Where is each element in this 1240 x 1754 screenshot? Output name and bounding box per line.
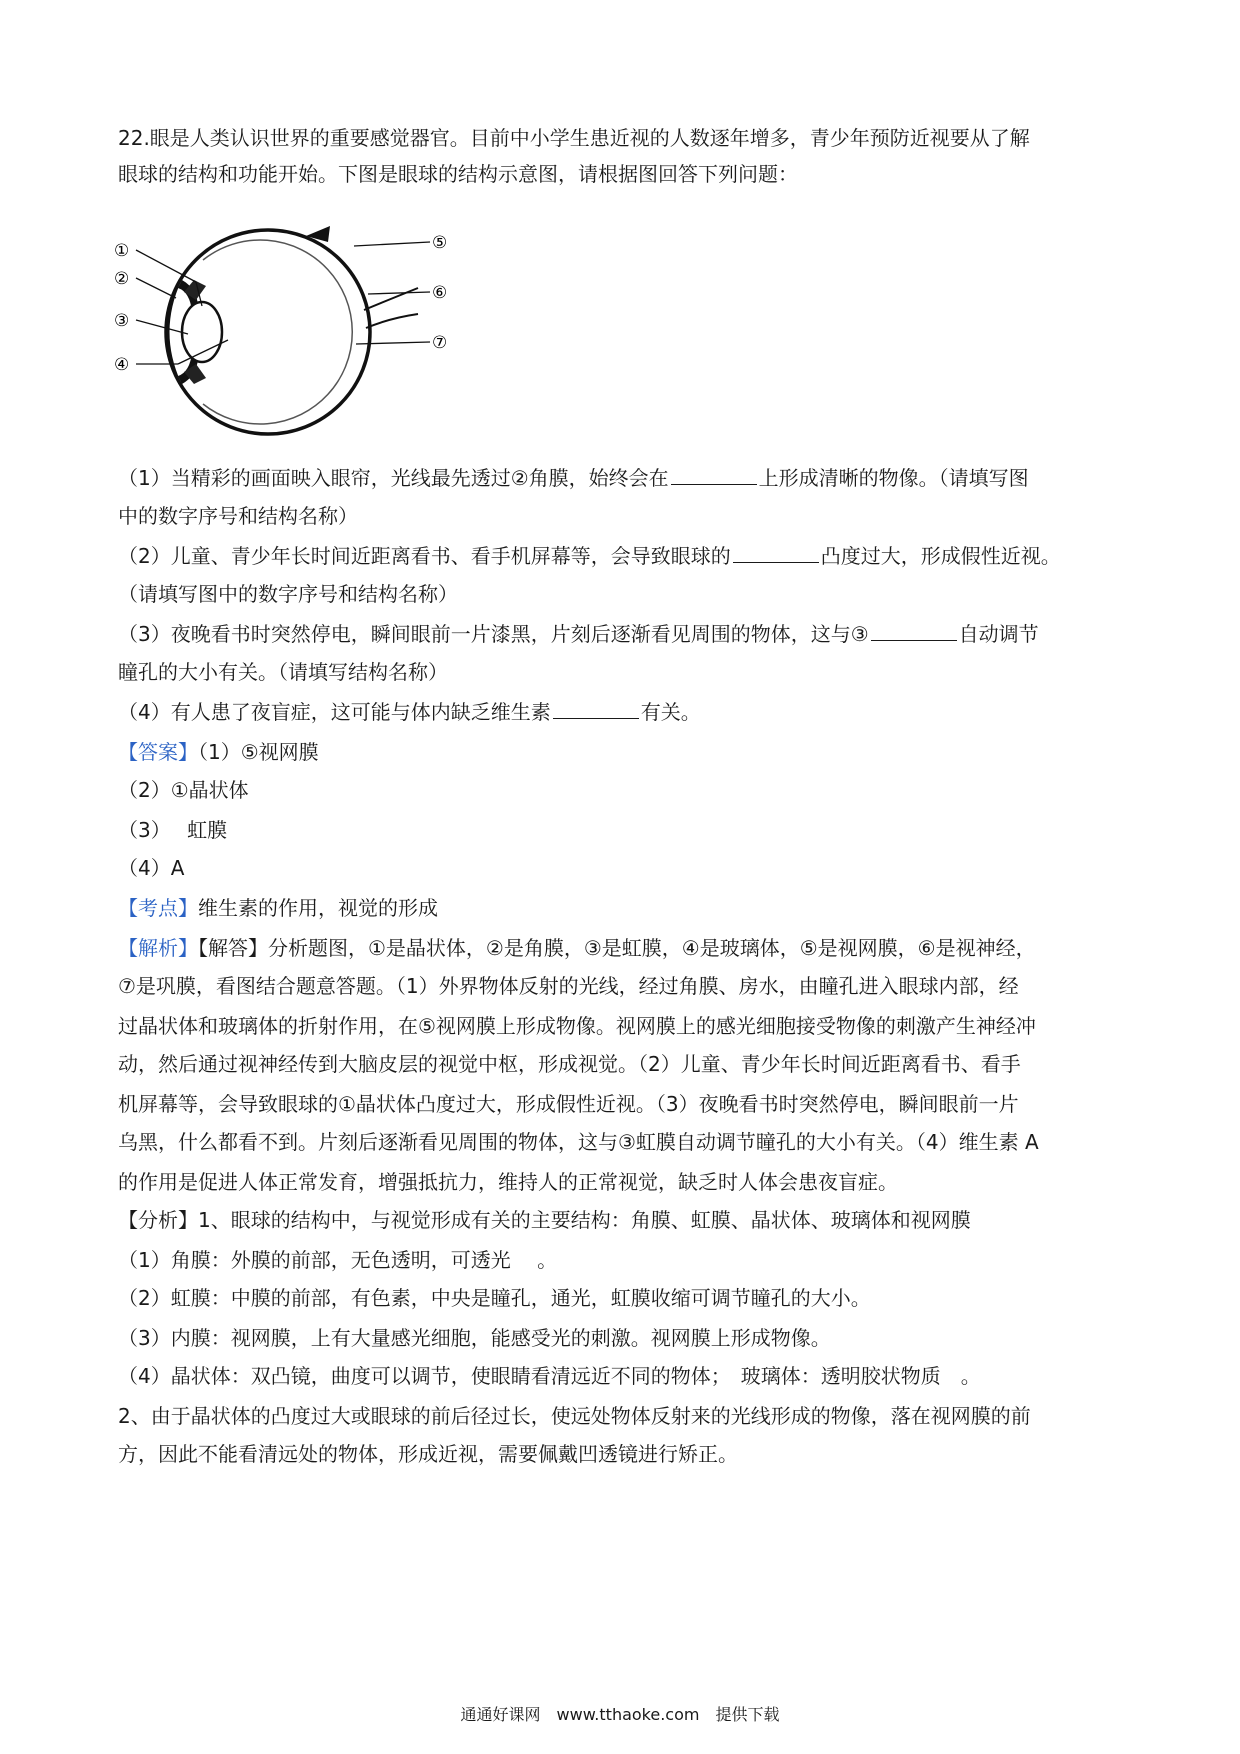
fenxi-line-3: （2）虹膜：中膜的前部，有色素，中央是瞳孔，通光，虹膜收缩可调节瞳孔的大小。 [118,1286,871,1310]
leader-line-3 [136,320,188,334]
question-line-1: 22.眼是人类认识世界的重要感觉器官。目前中小学生患近视的人数逐年增多，青少年预防近视要从了解 [118,126,1030,150]
ciliary-upper-shape [184,280,206,300]
q2-text-a: （2）儿童、青少年长时间近距离看书、看手机屏幕等，会导致眼球的 [118,544,731,568]
answer-4: （4）A [118,856,185,880]
kaodian-line [118,896,438,920]
q2-line-2: （请填写图中的数字序号和结构名称） [118,582,458,606]
leader-line-1 [136,250,196,282]
jiexi-line-1 [118,936,1036,960]
q2-line-1 [118,544,1061,568]
jiexi-line-2: ⑦是巩膜，看图结合题意答题。（1）外界物体反射的光线，经过角膜、房水，由瞳孔进入眼球内部，经 [118,974,1019,998]
jiexi-line-6: 乌黑，什么都看不到。片刻后逐渐看见周围的物体，这与③虹膜自动调节瞳孔的大小有关。（4）维生素 A [118,1130,1039,1154]
jiexi-tag: 【解析】 [118,936,198,960]
fenxi-line-4: （3）内膜：视网膜，上有大量感光细胞，能感受光的刺激。视网膜上形成物像。 [118,1326,831,1350]
leader-line-7 [356,342,430,344]
optic-nerve-upper [364,288,418,310]
q4-line [118,700,701,724]
answer-line-1 [118,740,319,764]
fenxi-line-5: （4）晶状体：双凸镜，曲度可以调节，使眼睛看清远近不同的物体； 玻璃体：透明胶状物质 。 [118,1364,981,1388]
diagram-label-6: ⑥ [432,283,448,303]
retina-outline [203,240,352,424]
q1-line-2: 中的数字序号和结构名称） [118,504,358,528]
fenxi-line-7: 方，因此不能看清远处的物体，形成近视，需要佩戴凹透镜进行矫正。 [118,1442,738,1466]
diagram-label-4: ④ [114,355,130,375]
question-line-2: 眼球的结构和功能开始。下图是眼球的结构示意图，请根据图回答下列问题： [118,162,798,186]
eyeball-structure-diagram [114,222,518,442]
leader-line-6 [368,292,430,294]
diagram-label-1: ① [114,241,130,261]
kaodian-text: 维生素的作用，视觉的形成 [198,896,438,920]
jiexi-line-7: 的作用是促进人体正常发育，增强抵抗力，维持人的正常视觉，缺乏时人体会患夜盲症。 [118,1170,898,1194]
jiexi-line-4: 动，然后通过视神经传到大脑皮层的视觉中枢，形成视觉。（2）儿童、青少年长时间近距离看书、看手 [118,1052,1021,1076]
q3-line-1 [118,622,1039,646]
q2-blank[interactable] [733,544,819,563]
fenxi-line-2: （1）角膜：外膜的前部，无色透明，可透光 。 [118,1248,558,1272]
q3-blank[interactable] [871,622,957,641]
optic-nerve-lower [366,314,418,328]
q1-text-b: 上形成清晰的物像。（请填写图 [758,466,1029,490]
q3-text-a: （3）夜晚看书时突然停电，瞬间眼前一片漆黑，片刻后逐渐看见周围的物体，这与③ [118,622,869,646]
q4-blank[interactable] [553,700,639,719]
jiexi-line-3: 过晶状体和玻璃体的折射作用，在⑤视网膜上形成物像。视网膜上的感光细胞接受物像的刺激产生神经冲 [118,1014,1036,1038]
q1-blank[interactable] [671,466,757,485]
ciliary-lower-shape [184,364,206,384]
answer-3: （3） 虹膜 [118,818,228,842]
leader-line-2 [136,278,176,298]
jiexi-line-5: 机屏幕等，会导致眼球的①晶状体凸度过大，形成假性近视。（3）夜晚看书时突然停电，瞬间眼前一片 [118,1092,1019,1116]
diagram-label-5: ⑤ [432,233,448,253]
q1-line-1 [118,466,1029,490]
leader-line-5 [354,242,430,246]
fenxi-line-6: 2、由于晶状体的凸度过大或眼球的前后径过长，使远处物体反射来的光线形成的物像，落在视网膜的前 [118,1404,1031,1428]
q2-text-b: 凸度过大，形成假性近视。 [820,544,1061,568]
answer-tag: 【答案】 [118,740,198,764]
kaodian-tag: 【考点】 [118,896,198,920]
q3-text-b: 自动调节 [958,622,1039,646]
q4-text-b: 有关。 [640,700,701,724]
answer-2: （2）①晶状体 [118,778,249,802]
q1-text-a: （1）当精彩的画面映入眼帘，光线最先透过②角膜，始终会在 [118,466,669,490]
diagram-label-2: ② [114,269,130,289]
answer-1: （1）⑤视网膜 [198,740,319,764]
diagram-label-7: ⑦ [432,333,448,353]
fenxi-line-1: 【分析】1、眼球的结构中，与视觉形成有关的主要结构：角膜、虹膜、晶状体、玻璃体和视网膜 [118,1208,971,1232]
jiexi-text-1: 【解答】分析题图，①是晶状体，②是角膜，③是虹膜，④是玻璃体，⑤是视网膜，⑥是视神经， [198,936,1036,960]
diagram-label-3: ③ [114,311,130,331]
q3-line-2: 瞳孔的大小有关。（请填写结构名称） [118,660,448,684]
page-footer: 通通好课网 www.tthaoke.com 提供下载 [460,1705,780,1724]
q4-text-a: （4）有人患了夜盲症，这可能与体内缺乏维生素 [118,700,551,724]
